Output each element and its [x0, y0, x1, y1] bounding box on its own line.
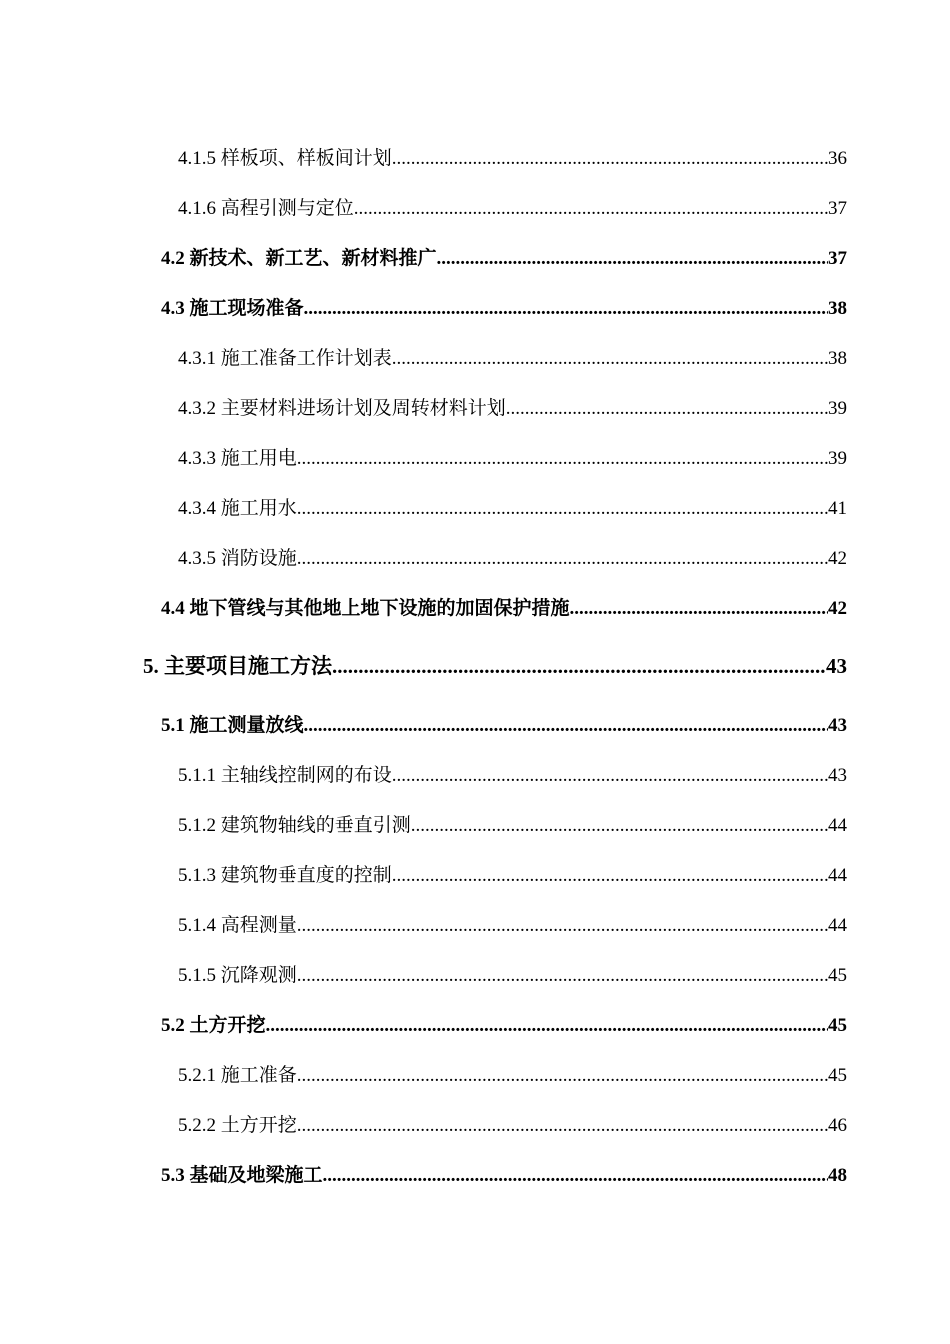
toc-leader-dots	[392, 149, 828, 168]
toc-entry-label: 4.1.6 高程引测与定位	[178, 198, 354, 219]
toc-page-number: 36	[828, 148, 847, 169]
toc-entry-5-2-2[interactable]	[178, 1116, 847, 1135]
toc-entry-5-2[interactable]	[161, 1016, 847, 1035]
toc-entry-label: 5. 主要项目施工方法	[143, 654, 332, 678]
toc-entry-label: 5.3 基础及地梁施工	[161, 1165, 323, 1186]
toc-page-number: 45	[828, 1065, 847, 1086]
toc-entry-5-1[interactable]	[161, 716, 847, 735]
toc-entry-label: 4.3.2 主要材料进场计划及周转材料计划	[178, 398, 506, 419]
toc-leader-dots	[297, 499, 828, 518]
toc-leader-dots	[297, 549, 828, 568]
toc-page-number: 45	[828, 1015, 847, 1036]
toc-leader-dots	[323, 1166, 828, 1185]
toc-entry-label: 5.1.5 沉降观测	[178, 965, 297, 986]
toc-page-number: 48	[828, 1165, 847, 1186]
toc-page-number: 45	[828, 965, 847, 986]
toc-entry-label: 5.2 土方开挖	[161, 1015, 266, 1036]
toc-entry-4-1-5[interactable]	[178, 149, 847, 168]
toc-leader-dots	[332, 656, 826, 677]
toc-leader-dots	[304, 299, 828, 318]
toc-entry-4-3-4[interactable]	[178, 499, 847, 518]
toc-entry-5-2-1[interactable]	[178, 1066, 847, 1085]
toc-entry-label: 5.1.3 建筑物垂直度的控制	[178, 865, 392, 886]
toc-leader-dots	[392, 766, 828, 785]
toc-leader-dots	[266, 1016, 828, 1035]
toc-page-number: 38	[828, 348, 847, 369]
toc-entry-4-3-5[interactable]	[178, 549, 847, 568]
toc-leader-dots	[392, 349, 828, 368]
toc-entry-5-1-4[interactable]	[178, 916, 847, 935]
toc-page-number: 39	[828, 398, 847, 419]
toc-entry-label: 4.3.4 施工用水	[178, 498, 297, 519]
toc-entry-label: 4.4 地下管线与其他地上地下设施的加固保护措施	[161, 598, 570, 619]
toc-leader-dots	[297, 449, 828, 468]
toc-entry-5-1-1[interactable]	[178, 766, 847, 785]
toc-page-number: 43	[828, 715, 847, 736]
toc-leader-dots	[437, 249, 828, 268]
toc-entry-label: 4.3.3 施工用电	[178, 448, 297, 469]
toc-entry-5-1-3[interactable]	[178, 866, 847, 885]
toc-entry-label: 4.3.1 施工准备工作计划表	[178, 348, 392, 369]
toc-entry-label: 4.1.5 样板项、样板间计划	[178, 148, 392, 169]
toc-entry-4-2[interactable]	[161, 249, 847, 268]
toc-leader-dots	[411, 816, 828, 835]
toc-page-number: 44	[828, 815, 847, 836]
toc-entry-label: 5.1.1 主轴线控制网的布设	[178, 765, 392, 786]
toc-entry-5[interactable]	[143, 656, 847, 677]
toc-page-number: 41	[828, 498, 847, 519]
toc-page-number: 42	[828, 598, 847, 619]
toc-page-number: 44	[828, 865, 847, 886]
toc-page-number: 39	[828, 448, 847, 469]
toc-entry-4-3-1[interactable]	[178, 349, 847, 368]
toc-leader-dots	[354, 199, 828, 218]
toc-leader-dots	[297, 1066, 828, 1085]
toc-leader-dots	[392, 866, 828, 885]
toc-page-number: 43	[826, 654, 847, 678]
toc-leader-dots	[570, 599, 828, 618]
toc-entry-5-1-5[interactable]	[178, 966, 847, 985]
toc-page-number: 46	[828, 1115, 847, 1136]
toc-leader-dots	[297, 1116, 828, 1135]
toc-entry-4-3[interactable]	[161, 299, 847, 318]
toc-leader-dots	[297, 966, 828, 985]
toc-entry-label: 5.2.2 土方开挖	[178, 1115, 297, 1136]
toc-page-number: 37	[828, 248, 847, 269]
toc-entry-4-1-6[interactable]	[178, 199, 847, 218]
toc-entry-label: 5.2.1 施工准备	[178, 1065, 297, 1086]
toc-entry-4-3-3[interactable]	[178, 449, 847, 468]
toc-entry-label: 4.3 施工现场准备	[161, 298, 304, 319]
toc-entry-label: 4.2 新技术、新工艺、新材料推广	[161, 248, 437, 269]
toc-entry-label: 4.3.5 消防设施	[178, 548, 297, 569]
toc-entry-label: 5.1 施工测量放线	[161, 715, 304, 736]
toc-page-number: 38	[828, 298, 847, 319]
toc-entry-5-3[interactable]	[161, 1166, 847, 1185]
toc-leader-dots	[506, 399, 828, 418]
toc-leader-dots	[297, 916, 828, 935]
toc-page-number: 44	[828, 915, 847, 936]
toc-leader-dots	[304, 716, 828, 735]
toc-page-number: 43	[828, 765, 847, 786]
toc-entry-4-4[interactable]	[161, 599, 847, 618]
toc-entry-5-1-2[interactable]	[178, 816, 847, 835]
toc-entry-label: 5.1.2 建筑物轴线的垂直引测	[178, 815, 411, 836]
toc-page-number: 37	[828, 198, 847, 219]
toc-page-number: 42	[828, 548, 847, 569]
toc-entry-4-3-2[interactable]	[178, 399, 847, 418]
toc-entry-label: 5.1.4 高程测量	[178, 915, 297, 936]
